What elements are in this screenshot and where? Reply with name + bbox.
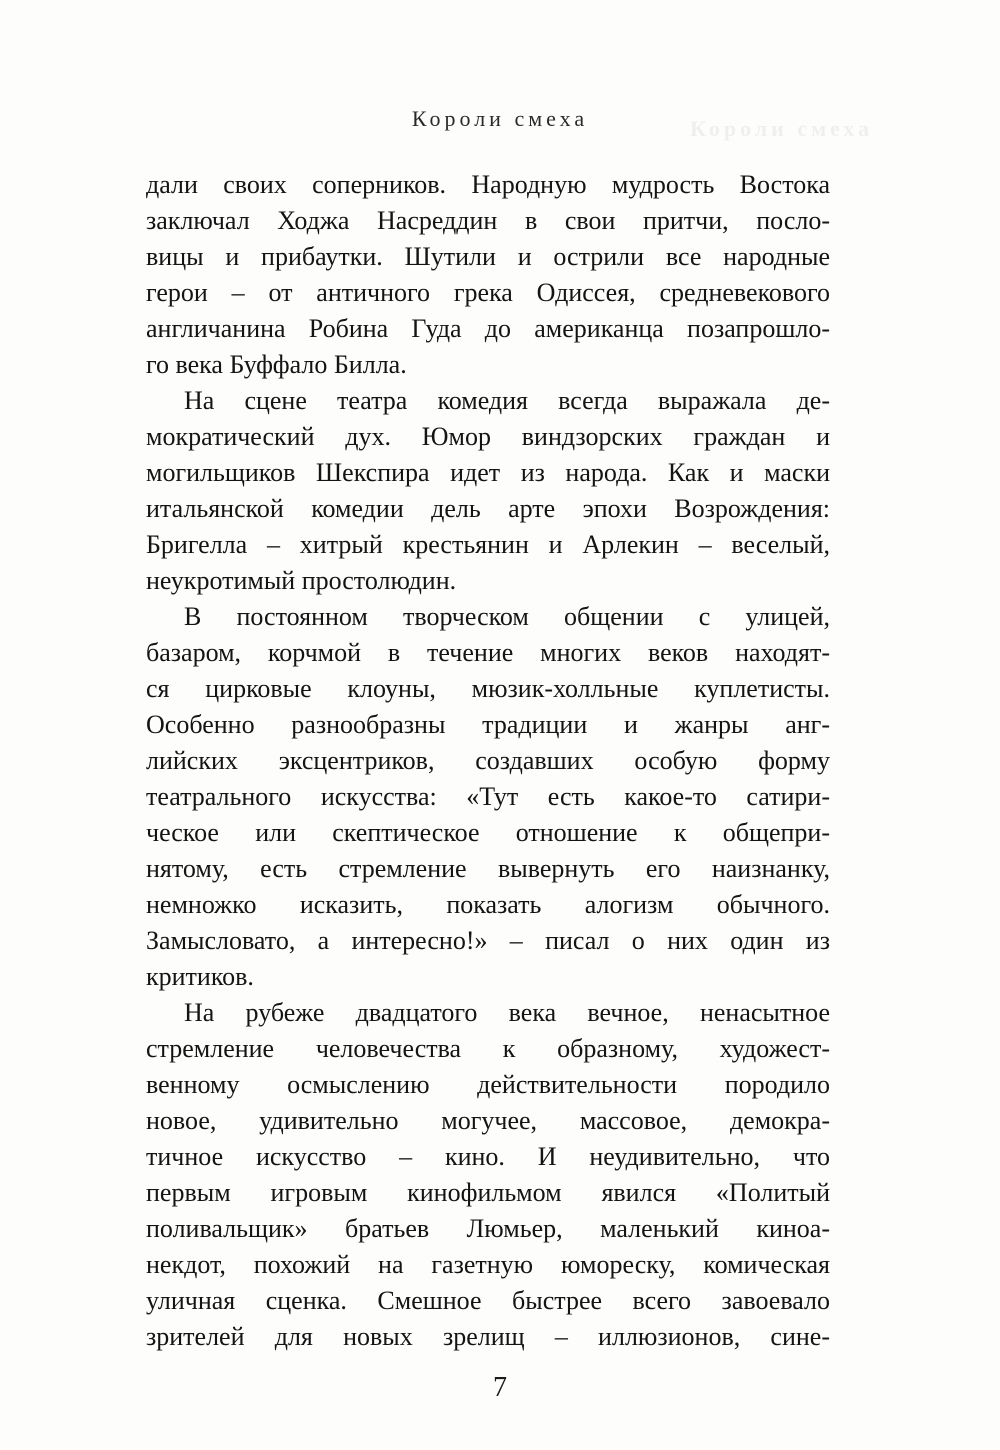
text-line: первым игровым кинофильмом явился «Политый bbox=[146, 1178, 830, 1207]
text-line: базаром, корчмой в течение многих веков находят- bbox=[146, 638, 830, 667]
text-line: уличная сценка. Смешное быстрее всего завоевало bbox=[146, 1286, 830, 1315]
text-line: Замысловато, а интересно!» – писал о них один из bbox=[146, 926, 830, 955]
text-line: некдот, похожий на газетную юмореску, комическая bbox=[146, 1250, 830, 1279]
text-line: герои – от античного грека Одиссея, средневекового bbox=[146, 278, 830, 307]
text-line: нятому, есть стремление вывернуть его наизнанку, bbox=[146, 854, 830, 883]
text-line: Бригелла – хитрый крестьянин и Арлекин – веселый, bbox=[146, 530, 830, 559]
text-line: дали своих соперников. Народную мудрость Востока bbox=[146, 170, 830, 199]
text-line: зрителей для новых зрелищ – иллюзионов, сине- bbox=[146, 1322, 830, 1351]
text-line: поливальщик» братьев Люмьер, маленький киноа- bbox=[146, 1214, 830, 1243]
text-line: На сцене театра комедия всегда выражала де- bbox=[184, 386, 830, 415]
text-line: венному осмыслению действительности породило bbox=[146, 1070, 830, 1099]
text-line: лийских эксцентриков, создавших особую форму bbox=[146, 746, 830, 775]
text-line: новое, удивительно могучее, массовое, демокра- bbox=[146, 1106, 830, 1135]
text-line: вицы и прибаутки. Шутили и острили все народные bbox=[146, 242, 830, 271]
text-line: ческое или скептическое отношение к общепри- bbox=[146, 818, 830, 847]
text-line: заключал Ходжа Насреддин в свои притчи, посло- bbox=[146, 206, 830, 235]
text-line: тичное искусство – кино. И неудивительно, что bbox=[146, 1142, 830, 1171]
text-line: го века Буффало Билла. bbox=[146, 350, 407, 379]
text-line: немножко исказить, показать алогизм обычного. bbox=[146, 890, 830, 919]
text-line: англичанина Робина Гуда до американца позапрошло- bbox=[146, 314, 830, 343]
text-line: В постоянном творческом общении с улицей, bbox=[184, 602, 830, 631]
text-line: стремление человечества к образному, художест- bbox=[146, 1034, 830, 1063]
text-line: мократический дух. Юмор виндзорских граждан и bbox=[146, 422, 830, 451]
running-head-title: Короли смеха bbox=[411, 106, 589, 131]
text-line: Особенно разнообразны традиции и жанры анг- bbox=[146, 710, 830, 739]
text-line: критиков. bbox=[146, 962, 254, 991]
page-number: 7 bbox=[493, 1372, 507, 1403]
text-line: итальянской комедии дель арте эпохи Возрождения: bbox=[146, 494, 830, 523]
text-line: могильщиков Шекспира идет из народа. Как и маски bbox=[146, 458, 830, 487]
text-line: На рубеже двадцатого века вечное, ненасытное bbox=[184, 998, 830, 1027]
text-line: ся цирковые клоуны, мюзик-холльные куплетисты. bbox=[146, 674, 830, 703]
text-line: неукротимый простолюдин. bbox=[146, 566, 457, 595]
bleed-through-header: Короли смеха bbox=[690, 116, 874, 141]
text-line: театрального искусства: «Тут есть какое-то сатири- bbox=[146, 782, 830, 811]
